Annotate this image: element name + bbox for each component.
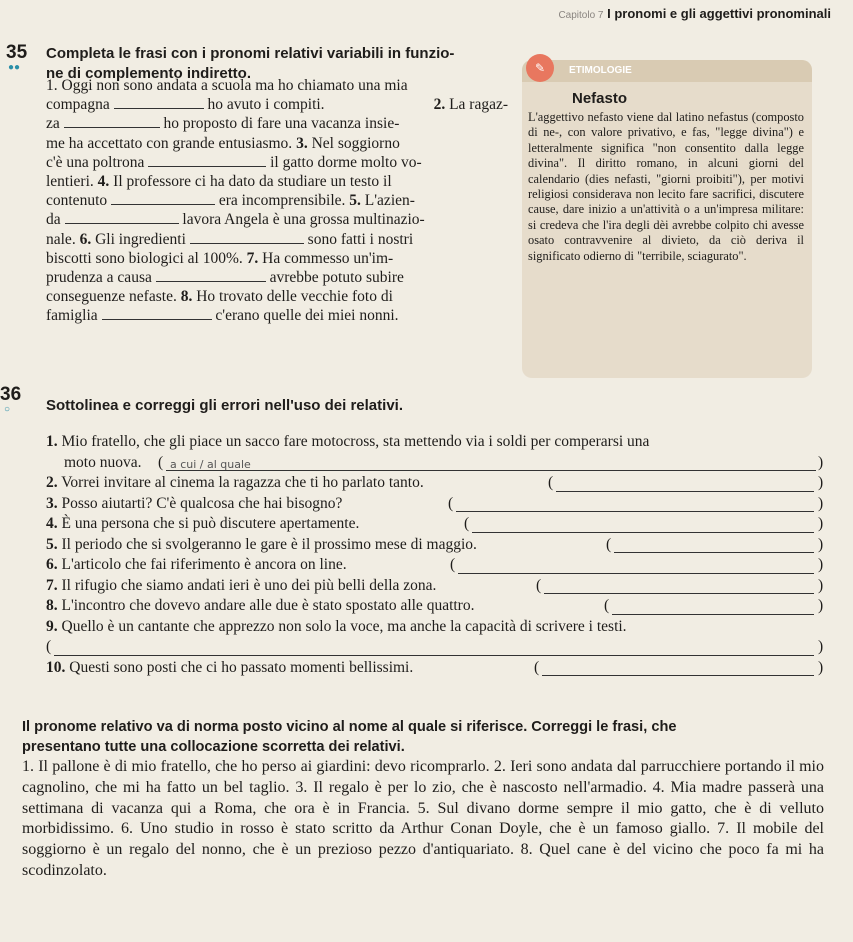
- list-item: moto nuova. ( a cui / al quale ): [46, 453, 822, 474]
- blank-6[interactable]: [190, 231, 304, 244]
- exercise-35-instruction: Completa le frasi con i pronomi relativi variabili in funzio- ne di complemento indiretto.: [46, 45, 455, 82]
- answer-field[interactable]: [458, 559, 814, 574]
- blank-4[interactable]: [111, 192, 215, 205]
- page-header: [558, 6, 831, 21]
- etymology-text: L'aggettivo nefasto viene dal latino nefastus (composto di ne-, con valore privativo, e fas, "legge divina") e letteralmente significa "non consentito dalla legge divina". Il diritto romano, in alcuni giorni del calendario (dies nefasti, "giorni proibiti"), per motivi religiosi considerava non lecito fare sacrifici, discutere cause, dare inizio a un'attività o a un'impresa militare: si credeva che l'ira degli dèi avrebbe colpito chi avesse osato contravvenire al divieto, da ciò deriva il significato odierno di "terribile, sciagurato".: [528, 110, 804, 263]
- list-item: 1. Mio fratello, che gli piace un sacco fare motocross, sta mettendo via i soldi per comperarsi una: [46, 433, 650, 450]
- exercise-35-number: 35: [6, 42, 28, 63]
- exercise-36-instruction: Sottolinea e correggi gli errori nell'uso dei relativi.: [46, 397, 403, 414]
- answer-field[interactable]: [614, 538, 814, 553]
- list-item: 7. Il rifugio che siamo andati ieri è uno dei più belli della zona. ( ): [46, 576, 824, 594]
- blank-7[interactable]: [156, 269, 266, 282]
- answer-field[interactable]: [612, 600, 814, 615]
- list-item: 10. Questi sono posti che ci ho passato momenti bellissimi. ( ): [46, 658, 824, 676]
- exercise-36-list: [46, 432, 822, 678]
- list-item: 3. Posso aiutarti? C'è qualcosa che hai bisogno? ( ): [46, 494, 824, 512]
- handwritten-answer: a cui / al quale: [170, 457, 251, 471]
- answer-field[interactable]: [544, 579, 814, 594]
- exercise-35-text: 1. Oggi non sono andata a scuola ma ho chiamato una mia compagna ho avuto i compiti. 2. La ragaz- za ho proposto di fare una vacanza insie- me ha accettato con grande entusiasmo. 3. Nel soggiorno c'è una poltrona il gatto dorme molto vo- lentieri. 4. Il professore ci ha dato da studiare un testo il contenuto era incomprensibile. 5. L'azien- da lavora Angela è una grossa multinazio- nale. 6. Gli ingredienti sono fatti i nostri biscotti sono biologici al 100%. 7. Ha commesso un'im- prudenza a causa avrebbe potuto subire conseguenze nefaste. 8. Ho trovato delle vecchie foto di famiglia c'erano quelle dei miei nonni.: [46, 77, 508, 325]
- chapter-label: Capitolo 7: [558, 10, 604, 21]
- exercise-37-instruction: Il pronome relativo va di norma posto vicino al nome al quale si riferisce. Correggi le frasi, che presentano tutte una collocazione scorretta dei relativi.: [22, 719, 677, 755]
- etymology-box: [522, 60, 812, 378]
- blank-2[interactable]: [64, 115, 160, 128]
- list-item: ( ): [46, 638, 824, 655]
- difficulty-dot-icon: ○: [4, 404, 11, 415]
- etymology-tag: ETIMOLOGIE: [569, 65, 632, 76]
- list-item: 9. Quello è un cantante che apprezzo non solo la voce, ma anche la capacità di scrivere i testi.: [46, 617, 627, 635]
- answer-field[interactable]: [556, 477, 814, 492]
- answer-field[interactable]: [542, 661, 814, 676]
- blank-1[interactable]: [114, 96, 204, 109]
- answer-field[interactable]: [54, 641, 814, 656]
- exercise-37-text: 1. Il pallone è di mio fratello, che ho perso ai giardini: devo ricomprarlo. 2. Ieri sono andata dal parrucchiere portando il mio cagnolino, che mi ha fatto un bel taglio. 3. Il regalo è per lo zio, che è nascosto nell'armadio. 4. Mia madre passerà una settimana di vacanza qui a Roma, che ora è in Francia. 5. Sul divano dorme sempre il mio gatto, che è di velluto morbidissimo. 6. Uno studio in rosso è stato scritto da Arthur Conan Doyle, che è un famoso giallo. 7. Il mobile del soggiorno è un regalo del nonno, che è un prezioso pezzo d'antiquariato. 8. Quel cane è del vicino che poco fa mi ha scodinzolato.: [22, 758, 824, 879]
- list-item: 6. L'articolo che fai riferimento è ancora on line. ( ): [46, 556, 824, 573]
- answer-field[interactable]: [166, 456, 816, 471]
- blank-8[interactable]: [102, 307, 212, 320]
- etymology-title: Nefasto: [572, 90, 628, 107]
- difficulty-dots-icon: ●●: [8, 62, 21, 73]
- blank-5[interactable]: [65, 211, 179, 224]
- chapter-title: I pronomi e gli aggettivi pronominali: [607, 6, 831, 21]
- list-item: 5. Il periodo che si svolgeranno le gare è il prossimo mese di maggio. ( ): [46, 535, 824, 553]
- list-item: 2. Vorrei invitare al cinema la ragazza che ti ho parlato tanto. ( ): [46, 474, 824, 491]
- answer-field[interactable]: [456, 497, 814, 512]
- list-item: 4. È una persona che si può discutere apertamente. ( ): [46, 515, 824, 532]
- exercise-36-number: 36: [0, 384, 22, 405]
- etymology-badge-icon: ✎: [526, 54, 554, 82]
- list-item: 8. L'incontro che dovevo andare alle due è stato spostato alle quattro. ( ): [46, 597, 824, 614]
- blank-3[interactable]: [148, 154, 266, 167]
- answer-field[interactable]: [472, 518, 814, 533]
